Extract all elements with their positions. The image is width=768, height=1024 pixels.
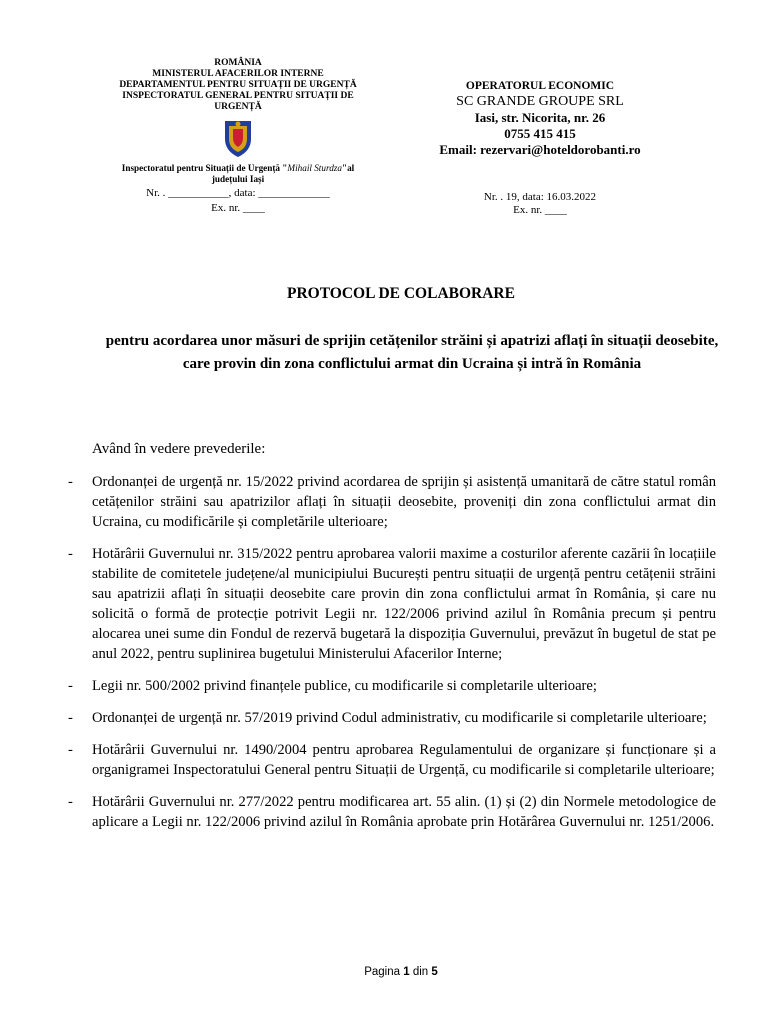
inspectorate-suffix: "al județului Iași — [211, 163, 355, 184]
page-current: 1 — [403, 966, 410, 978]
company-address: Iasi, str. Nicorita, nr. 26 — [474, 110, 606, 125]
list-item — [60, 676, 716, 696]
list-item-text: Hotărârii Guvernului nr. 315/2022 pentru aprobarea valorii maxime a costurilor aferente cazării în locațiile stabilite de comitetele județene/al municipiului București pentru situații de urgență pentru cetățenii străini sau apatrizii aflați în situații deosebite care provin din zona conflictului armat în România, și care nu solicită o formă de protecție potrivit Legii nr. 122/2006 privind azilul în România precum și pentru alocarea unei sume din Fondul de rezervă bugetară la dispoziția Guvernului, prevăzut în bugetul de stat pe anul 2022, pentru suplinirea bugetului Ministerului Afacerilor Interne; — [92, 546, 716, 662]
header-line-ministry: MINISTERUL AFACERILOR INTERNE — [152, 69, 324, 79]
list-item-text: Legii nr. 500/2002 privind finanțele publice, cu modificarile si completarile ulterioare; — [92, 678, 597, 694]
list-item-text: Ordonanței de urgență nr. 57/2019 privind Codul administrativ, cu modificarile si completarile ulterioare; — [92, 710, 707, 726]
list-bullet: - — [68, 474, 73, 490]
list-bullet: - — [68, 710, 73, 726]
page-of: din — [412, 966, 429, 978]
page-total: 5 — [431, 966, 438, 978]
left-copy-number: Ex. nr. ____ — [211, 202, 265, 214]
list-bullet: - — [68, 794, 73, 810]
inspectorate-name — [104, 163, 372, 185]
list-bullet: - — [68, 678, 73, 694]
header-line-inspectorate-cont: URGENȚĂ — [214, 102, 262, 112]
romania-coat-of-arms-icon — [221, 117, 255, 159]
operator-label: OPERATORUL ECONOMIC — [465, 80, 615, 92]
list-item — [60, 544, 716, 664]
company-email: Email: rezervari@hoteldorobanti.ro — [439, 142, 641, 157]
right-header-block — [410, 79, 670, 158]
document-header — [0, 58, 768, 228]
list-item — [60, 708, 716, 728]
legal-provisions-list — [60, 472, 716, 844]
left-header-block — [104, 58, 372, 215]
list-item-text: Ordonanței de urgență nr. 15/2022 privind acordarea de sprijin și asistență umanitară de către statul român cetățenilor străini sau apatrizilor aflați în situații deosebite, proveniți din zona conflictului armat din Ucraina, cu modificările și completările ulterioare; — [92, 474, 716, 530]
right-registration-number: Nr. . 19, data: 16.03.2022 — [483, 191, 597, 203]
document-subtitle: pentru acordarea unor măsuri de sprijin cetățenilor străini și apatrizi aflați în situații deosebite, care provin din zona conflictului armat din Ucraina și intră în România — [105, 333, 719, 372]
right-copy-number: Ex. nr. ____ — [513, 204, 567, 216]
list-item — [60, 792, 716, 832]
list-item — [60, 472, 716, 532]
company-name: SC GRANDE GROUPE SRL — [456, 94, 624, 109]
left-registration-number: Nr. . ___________, data: _____________ — [146, 187, 330, 199]
list-bullet: - — [68, 742, 73, 758]
list-item-text: Hotărârii Guvernului nr. 277/2022 pentru modificarea art. 55 alin. (1) și (2) din Normele metodologice de aplicare a Legii nr. 122/2006 privind azilul în România aprobate prin Hotărârea Guvernului nr. 1251/2006. — [92, 794, 716, 830]
list-item-text: Hotărârii Guvernului nr. 1490/2004 pentru aprobarea Regulamentului de organizare și funcționare și a organigramei Inspectoratului General pentru Situații de Urgență, cu modificarile si completarile ulterioare; — [92, 742, 716, 778]
inspectorate-honorific: Mihail Sturdza — [287, 163, 342, 173]
inspectorate-prefix: Inspectoratul pentru Situații de Urgență " — [121, 163, 288, 173]
list-item — [60, 740, 716, 780]
header-line-country: ROMÂNIA — [214, 58, 262, 68]
intro-text: Având în vedere prevederile: — [92, 441, 266, 457]
list-bullet: - — [68, 546, 73, 562]
company-phone: 0755 415 415 — [504, 126, 576, 141]
header-line-department: DEPARTAMENTUL PENTRU SITUAȚII DE URGENȚĂ — [119, 80, 357, 90]
page-label: Pagina — [364, 966, 401, 978]
header-line-inspectorate: INSPECTORATUL GENERAL PENTRU SITUAȚII DE — [122, 91, 354, 101]
right-registration-block — [410, 191, 670, 217]
page-footer — [0, 966, 768, 978]
document-title: PROTOCOL DE COLABORARE — [287, 285, 515, 302]
